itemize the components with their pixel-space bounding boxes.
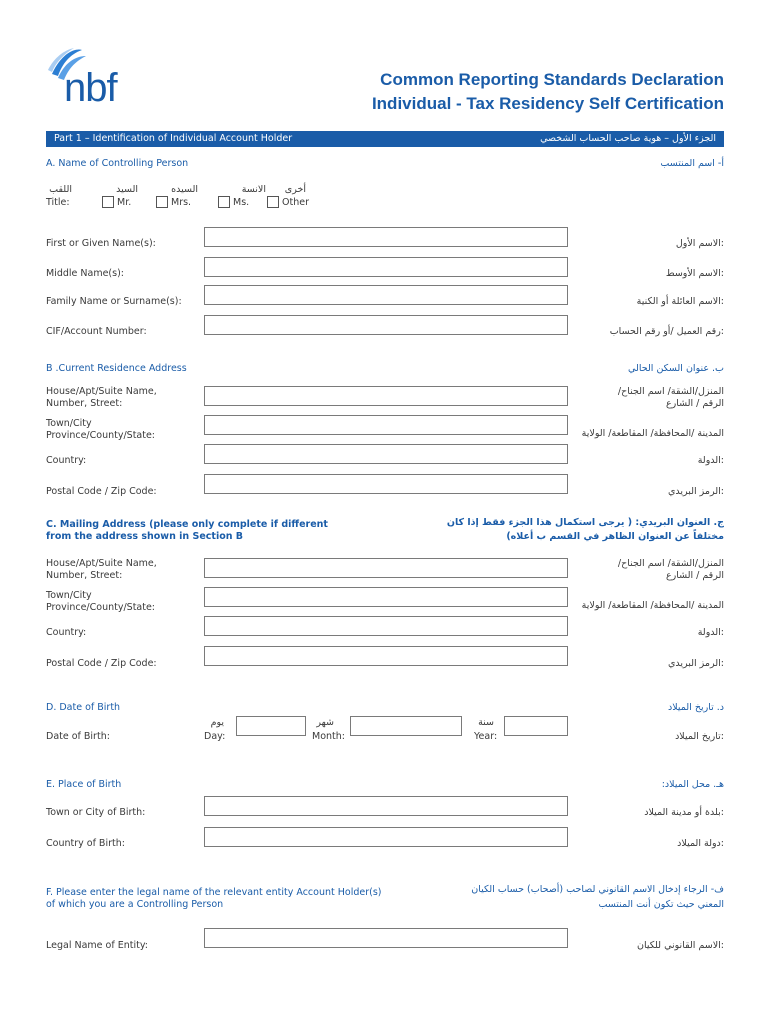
middle-name-label-ar: :الاسم الأوسط: [665, 268, 724, 279]
b-street-label-ar-2: الرقم / الشارع: [665, 398, 724, 409]
dob-label: Date of Birth:: [46, 731, 110, 742]
middle-name-label: Middle Name(s):: [46, 268, 124, 279]
part1-label-ar: الجزء الأول – هوية صاحب الحساب الشخصي: [540, 133, 716, 144]
checkbox-ms[interactable]: [218, 196, 230, 208]
month-input[interactable]: [350, 716, 462, 736]
document-title-line1: Common Reporting Standards Declaration: [380, 70, 724, 89]
option-other-label: Other: [282, 197, 309, 208]
c-street-label-2: Number, Street:: [46, 570, 123, 581]
c-city-input[interactable]: [204, 587, 568, 607]
family-name-label: Family Name or Surname(s):: [46, 296, 182, 307]
nbf-logo: [44, 44, 140, 114]
day-label-ar: يوم: [210, 717, 224, 728]
birth-town-label: Town or City of Birth:: [46, 807, 146, 818]
c-street-input[interactable]: [204, 558, 568, 578]
title-label-ar: اللقب: [49, 184, 72, 195]
b-country-label: Country:: [46, 455, 87, 466]
section-c-heading-ar-1: ج. العنوان البريدي: ( يرجى استكمال هذا الجزء فقط إذا كان: [446, 517, 724, 528]
section-e-heading-ar: هـ. محل الميلاد:: [661, 779, 724, 790]
b-city-input[interactable]: [204, 415, 568, 435]
legal-name-label: Legal Name of Entity:: [46, 940, 148, 951]
option-ms-ar: الانسة: [241, 184, 266, 195]
birth-town-input[interactable]: [204, 796, 568, 816]
section-c-heading-1: C. Mailing Address (please only complete if different: [46, 519, 328, 530]
option-mrs-label: Mrs.: [171, 197, 192, 208]
family-name-input[interactable]: [204, 285, 568, 305]
section-a-heading: A. Name of Controlling Person: [46, 158, 189, 169]
section-f-heading-2: of which you are a Controlling Person: [46, 899, 224, 910]
c-country-label: Country:: [46, 627, 87, 638]
c-country-input[interactable]: [204, 616, 568, 636]
c-street-label-ar-2: الرقم / الشارع: [665, 570, 724, 581]
birth-country-input[interactable]: [204, 827, 568, 847]
c-street-label-1: House/Apt/Suite Name,: [46, 558, 157, 569]
first-name-label: First or Given Name(s):: [46, 238, 156, 249]
c-country-label-ar: :الدولة: [697, 627, 724, 638]
year-label-ar: سنة: [478, 717, 494, 728]
c-postal-label: Postal Code / Zip Code:: [46, 658, 157, 669]
c-city-label-1: Town/City: [46, 590, 92, 601]
birth-country-label: Country of Birth:: [46, 838, 125, 849]
b-country-input[interactable]: [204, 444, 568, 464]
day-input[interactable]: [236, 716, 306, 736]
b-street-input[interactable]: [204, 386, 568, 406]
section-d-heading: D. Date of Birth: [46, 702, 121, 713]
option-mr-label: Mr.: [117, 197, 132, 208]
b-city-label-1: Town/City: [46, 418, 92, 429]
b-postal-label-ar: :الرمز البريدي: [667, 486, 724, 497]
b-street-label-1: House/Apt/Suite Name,: [46, 386, 157, 397]
family-name-label-ar: :الاسم العائلة أو الكنية: [636, 296, 724, 307]
cif-input[interactable]: [204, 315, 568, 335]
b-postal-label: Postal Code / Zip Code:: [46, 486, 157, 497]
checkbox-mr[interactable]: [102, 196, 114, 208]
c-city-label-2: Province/County/State:: [46, 602, 156, 613]
b-city-label-ar: المدينة /المحافظة/ المقاطعة/ الولاية: [581, 428, 724, 439]
year-label: Year:: [474, 731, 498, 742]
b-street-label-2: Number, Street:: [46, 398, 123, 409]
section-c-heading-2: from the address shown in Section B: [46, 531, 244, 542]
middle-name-input[interactable]: [204, 257, 568, 277]
c-postal-label-ar: :الرمز البريدي: [667, 658, 724, 669]
section-f-heading-ar-2: المعني حيث تكون أنت المنتسب: [598, 899, 724, 910]
c-postal-input[interactable]: [204, 646, 568, 666]
b-postal-input[interactable]: [204, 474, 568, 494]
legal-name-label-ar: :الاسم القانوني للكيان: [637, 940, 724, 951]
checkbox-mrs[interactable]: [156, 196, 168, 208]
c-street-label-ar-1: المنزل/الشقة/ اسم الجناح/: [617, 558, 724, 569]
birth-country-label-ar: :دولة الميلاد: [677, 838, 724, 849]
b-street-label-ar-1: المنزل/الشقة/ اسم الجناح/: [617, 386, 724, 397]
option-ms-label: Ms.: [233, 197, 250, 208]
c-city-label-ar: المدينة /المحافظة/ المقاطعة/ الولاية: [581, 600, 724, 611]
section-a-heading-ar: أ- اسم المنتسب: [660, 158, 724, 169]
document-title-line2: Individual - Tax Residency Self Certification: [371, 94, 724, 113]
section-e-heading: E. Place of Birth: [46, 779, 122, 790]
cif-label: CIF/Account Number:: [46, 326, 147, 337]
section-d-heading-ar: د. تاريخ الميلاد: [668, 702, 724, 713]
option-mrs-ar: السيده: [171, 184, 198, 195]
part1-bar: [46, 131, 724, 147]
option-mr-ar: السيد: [116, 184, 138, 195]
first-name-label-ar: :الاسم الأول: [675, 238, 724, 249]
year-input[interactable]: [504, 716, 568, 736]
legal-name-input[interactable]: [204, 928, 568, 948]
section-c-heading-ar-2: مختلفاً عن العنوان الظاهر في القسم ب أعلاه): [506, 531, 724, 542]
cif-label-ar: :رقم العميل /أو رقم الحساب: [609, 326, 724, 337]
birth-town-label-ar: :بلدة أو مدينة الميلاد: [644, 807, 724, 818]
section-f-heading-ar-1: ف- الرجاء إدخال الاسم القانوني لصاحب (أصحاب) حساب الكيان: [471, 884, 724, 895]
b-city-label-2: Province/County/State:: [46, 430, 156, 441]
b-country-label-ar: :الدولة: [697, 455, 724, 466]
part1-label-en: Part 1 – Identification of Individual Account Holder: [54, 133, 293, 144]
logo-text: nbf: [64, 66, 117, 110]
day-label: Day:: [204, 731, 226, 742]
first-name-input[interactable]: [204, 227, 568, 247]
month-label-ar: شهر: [316, 717, 334, 728]
checkbox-other[interactable]: [267, 196, 279, 208]
section-b-heading-ar: ب. عنوان السكن الحالي: [628, 363, 724, 374]
option-other-ar: أخرى: [284, 184, 306, 195]
month-label: Month:: [312, 731, 345, 742]
dob-label-ar: :تاريخ الميلاد: [675, 731, 724, 742]
section-b-heading: B .Current Residence Address: [46, 363, 187, 374]
title-label: Title:: [46, 197, 70, 208]
section-f-heading-1: F. Please enter the legal name of the relevant entity Account Holder(s): [46, 887, 382, 898]
